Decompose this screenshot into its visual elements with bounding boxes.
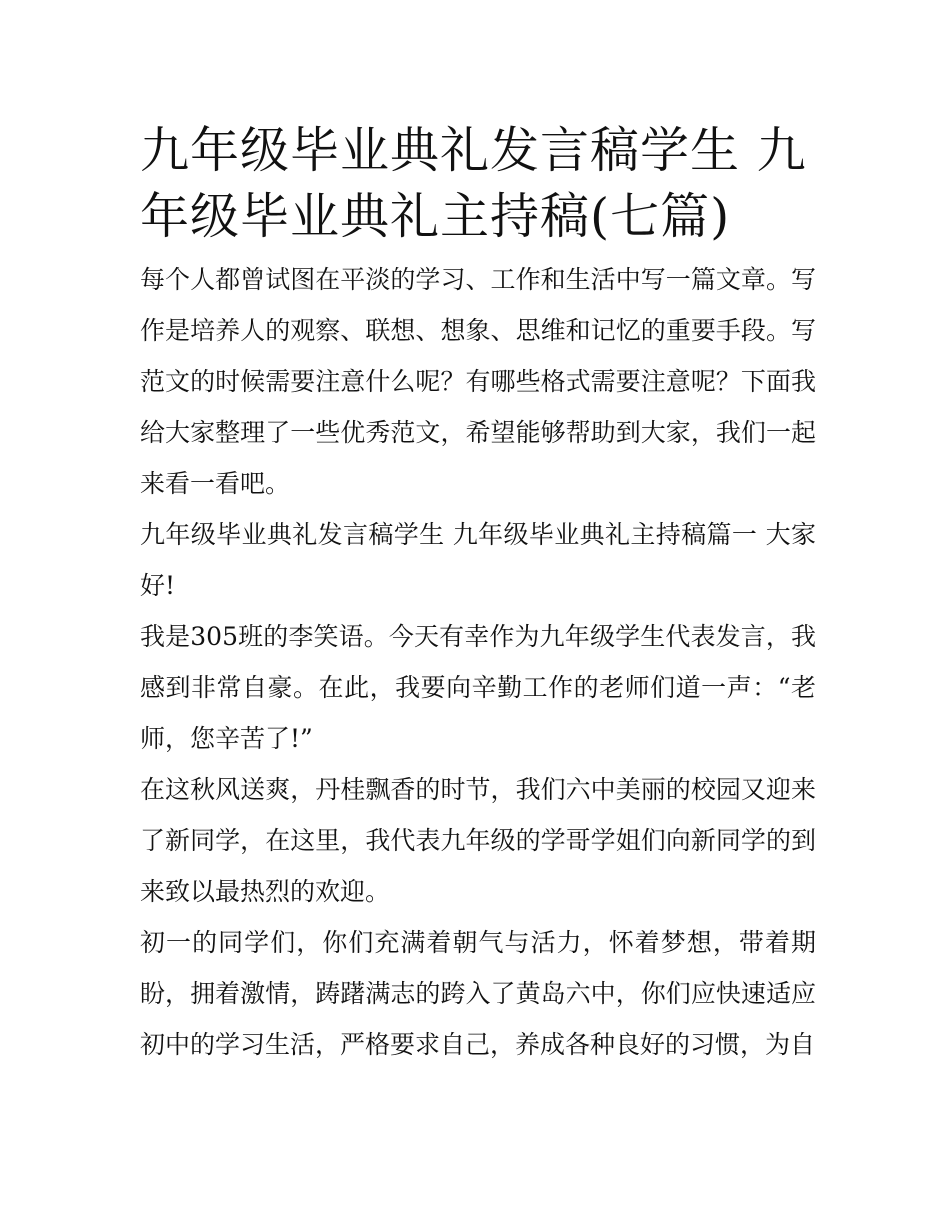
paragraph-intro: 每个人都曾试图在平淡的学习、工作和生活中写一篇文章。写作是培养人的观察、联想、想象、思维和记忆的重要手段。写范文的时候需要注意什么呢？有哪些格式需要注意呢？下面我给大家整理了一些优秀范文，希望能够帮助到大家，我们一起来看一看吧。 (140, 265, 816, 498)
paragraph-heading-greeting: 九年级毕业典礼发言稿学生 九年级毕业典礼主持稿篇一 大家好! (140, 520, 816, 600)
document-title: 九年级毕业典礼发言稿学生 九年级毕业典礼主持稿(七篇) (140, 122, 807, 245)
document-body (140, 118, 816, 1070)
paragraph-advice: 初一的同学们，你们充满着朝气与活力，怀着梦想，带着期盼，拥着激情，踌躇满志的跨入了黄岛六中，你们应快速适应初中的学习生活，严格要求自己，养成各种良好的习惯，为自 (140, 928, 816, 1059)
paragraph-self-intro: 我是305班的李笑语。今天有幸作为九年级学生代表发言，我感到非常自豪。在此，我要向辛勤工作的老师们道一声：“老师，您辛苦了!” (140, 622, 816, 753)
paragraph-welcome: 在这秋风送爽，丹桂飘香的时节，我们六中美丽的校园又迎来了新同学，在这里，我代表九年级的学哥学姐们向新同学的到来致以最热烈的欢迎。 (140, 775, 816, 906)
